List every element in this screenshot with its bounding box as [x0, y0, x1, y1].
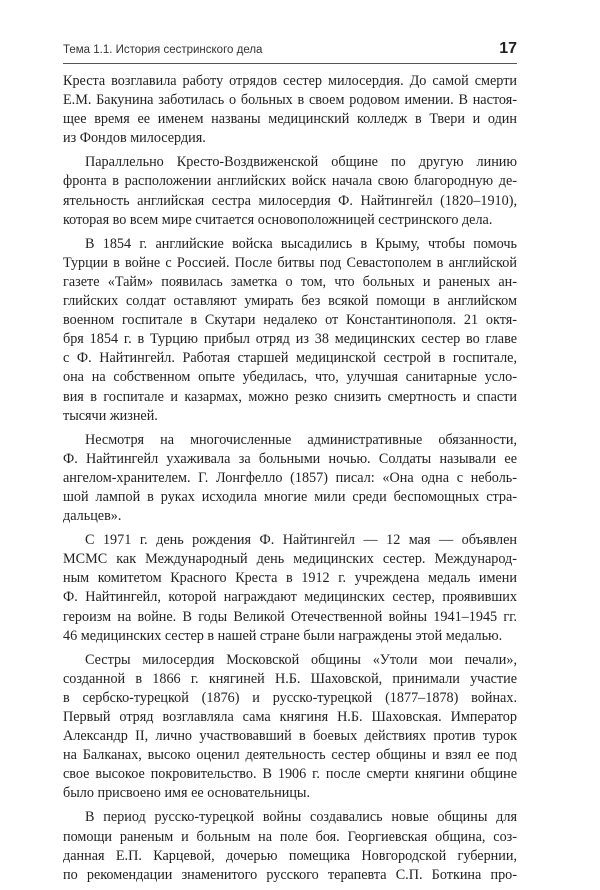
text-line: газете «Тайм» появилась заметка о том, что больных и раненых ан-: [63, 273, 517, 290]
text-line: бря 1854 г. в Турцию прибыл отряд из 38 медицинских сестер во главе: [63, 331, 517, 348]
text-line: помощи раненым и больным на поле боя. Георгиевская община, соз-: [63, 828, 517, 845]
text-line: дальцев».: [63, 508, 122, 525]
text-line: Турции в войне с Россией. После битвы под Севастополем в английской: [63, 254, 517, 271]
header-rule: [63, 63, 517, 64]
text-line: Параллельно Кресто-Воздвиженской общине по другую линию: [85, 154, 517, 171]
text-line: Александр II, лично участвовавший в боевых действиях против турок: [63, 728, 517, 745]
text-line: тысячи жизней.: [63, 407, 158, 424]
text-line: героизм на войне. В годы Великой Отечественной войны 1941–1945 гг.: [63, 608, 517, 625]
text-line: свое высокое покровительство. В 1906 г. после смерти княгини общине: [63, 766, 517, 783]
paragraph-5: [63, 531, 517, 646]
text-line: шой лампой в руках исходила многие мили среди беспомощных стра-: [63, 488, 517, 505]
paragraph-3: [63, 235, 517, 426]
paragraph-2: [63, 153, 517, 229]
text-line: В 1854 г. английские войска высадились в Крыму, чтобы помочь: [85, 235, 517, 252]
text-line: С 1971 г. день рождения Ф. Найтингейл — 12 мая — объявлен: [85, 532, 517, 549]
text-line: глийских солдат оставляют умирать без всякой помощи в английском: [63, 293, 517, 310]
text-line: созданной в 1866 г. княгиней Н.Б. Шаховской, принимали участие: [63, 670, 517, 687]
paragraph-4: [63, 431, 517, 526]
text-line: Первый отряд возглавляла сама княгиня Н.Б. Шаховская. Император: [63, 709, 517, 725]
text-line: щее время ее именем названы медицинский колледж в Твери и один: [63, 111, 517, 128]
text-line: с Ф. Найтингейл. Работая старшей медицинской сестрой в госпитале,: [63, 350, 517, 367]
body-text: [63, 72, 517, 890]
text-line: Е.М. Бакунина заботилась о больных в своем родовом имении. В настоя-: [63, 92, 517, 109]
text-line: фронта в расположении английских войск начала свою благородную де-: [63, 173, 517, 190]
text-line: Креста возглавила работу отрядов сестер милосердия. До самой смерти: [63, 73, 517, 89]
text-line: 46 медицинских сестер в нашей стране были награждены этой медалью.: [63, 627, 503, 644]
text-line: Ф. Найтингейл ухаживала за больными ночью. Солдаты называли ее: [63, 450, 517, 467]
text-line: она на собственном опыте убедилась, что, улучшая санитарные усло-: [63, 369, 517, 386]
text-line: Несмотря на многочисленные административные обязанности,: [85, 431, 517, 448]
text-line: из Фондов милосердия.: [63, 130, 206, 147]
text-line: вия в госпитале и казармах, можно резко снизить смертность и спасти: [63, 388, 517, 405]
text-line: В период русско-турецкой войны создавались новые общины для: [85, 809, 517, 826]
text-line: которая во всем мире считается основоположницей сестринского дела.: [63, 211, 493, 228]
text-line: ным комитетом Красного Креста в 1912 г. учреждена медаль имени: [63, 570, 517, 587]
text-line: данная Е.П. Карцевой, дочерью помещика Новгородской губернии,: [63, 847, 517, 864]
paragraph-7: [63, 808, 517, 884]
text-line: ятельность английская сестра милосердия Ф. Найтингейл (1820–1910),: [63, 192, 517, 209]
running-header: [63, 40, 517, 64]
text-line: на Балканах, высоко оценил деятельность сестер общины и взял ее под: [63, 747, 517, 764]
paragraph-6: [63, 651, 517, 804]
text-line: Сестры милосердия Московской общины «Утоли мои печали»,: [85, 651, 517, 668]
text-line: по рекомендации знаменитого русского терапевта С.П. Боткина про-: [63, 866, 517, 883]
text-line: военном госпитале в Скутари недалеко от Константинополя. 21 октя-: [63, 312, 517, 329]
running-title: Тема 1.1. История сестринского дела: [63, 44, 263, 56]
text-line: было присвоено имя ее основательницы.: [63, 785, 311, 802]
page-number: 17: [499, 40, 517, 57]
paragraph-1: [63, 72, 517, 148]
text-line: ангелом-хранителем. Г. Лонгфелло (1857) писал: «Она одна с неболь-: [63, 469, 517, 486]
text-line: МСМС как Международный день медицинских сестер. Международ-: [63, 551, 517, 568]
text-line: Ф. Найтингейл, которой награждают медицинских сестер, проявивших: [63, 589, 517, 606]
text-line: в сербско-турецкой (1876) и русско-турецкой (1877–1878) войнах.: [63, 689, 517, 706]
